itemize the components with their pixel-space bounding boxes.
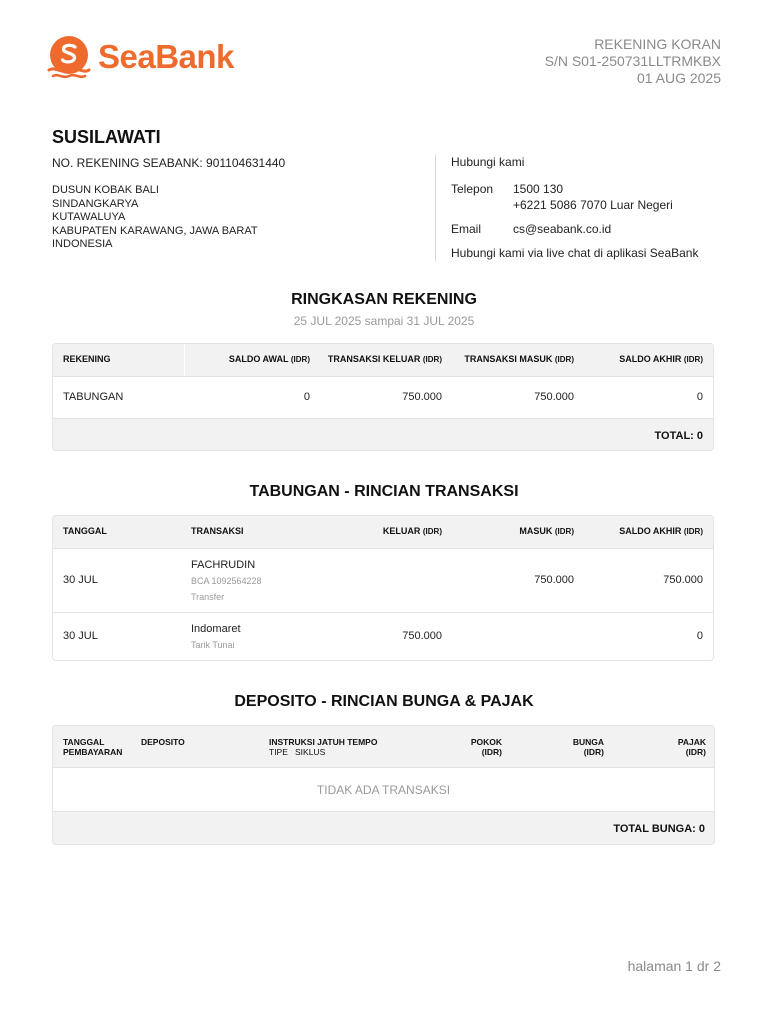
email-label: Email	[451, 222, 482, 236]
seabank-logo-icon	[46, 34, 92, 80]
header-incoming	[442, 354, 574, 364]
cell-account: TABUNGAN	[63, 391, 124, 403]
header-interest	[543, 737, 604, 757]
document-type: REKENING KORAN	[594, 36, 721, 52]
document-meta	[545, 36, 721, 87]
cell-transaction-type: Transfer	[191, 592, 225, 602]
account-number: NO. REKENING SEABANK: 901104631440	[52, 156, 286, 170]
contact-live-chat: Hubungi kami via live chat di aplikasi SeaBank	[451, 246, 699, 260]
header-deposit: DEPOSITO	[141, 737, 185, 747]
savings-table-header	[53, 516, 713, 548]
deposit-table	[52, 725, 715, 845]
vertical-divider	[435, 155, 436, 261]
header-maturity-instruction	[269, 737, 377, 757]
header-type: TIPE	[269, 747, 288, 757]
header-unit: (IDR)	[422, 355, 442, 364]
header-balance	[574, 526, 703, 536]
cell-transaction-name: FACHRUDIN	[191, 559, 256, 571]
deposit-total: TOTAL BUNGA: 0	[613, 823, 705, 835]
deposit-title: DEPOSITO - RINCIAN BUNGA & PAJAK	[234, 693, 534, 710]
header-unit: (IDR)	[290, 355, 310, 364]
header-account: REKENING	[63, 354, 111, 364]
cell-opening-balance: 0	[303, 391, 310, 403]
cell-closing-balance: 0	[696, 391, 703, 403]
brand-name: SeaBank	[98, 38, 234, 75]
header-principal	[441, 737, 502, 757]
header-label: KELUAR	[382, 526, 421, 536]
summary-period: 25 JUL 2025 sampai 31 JUL 2025	[293, 314, 475, 328]
empty-state-message: TIDAK ADA TRANSAKSI	[316, 783, 451, 797]
header-label: PEMBAYARAN	[63, 747, 123, 757]
header-unit: (IDR)	[583, 747, 604, 757]
header-date: TANGGAL	[63, 526, 107, 536]
table-row	[53, 612, 713, 660]
cell-date: 30 JUL	[63, 630, 98, 642]
header-tax	[645, 737, 706, 757]
cell-incoming: 750.000	[534, 391, 574, 403]
summary-table-header	[53, 344, 713, 376]
cell-transaction-type: Tarik Tunai	[191, 640, 235, 650]
cell-balance: 750.000	[663, 574, 703, 586]
header-unit: (IDR)	[685, 747, 706, 757]
cell-out: 750.000	[402, 630, 442, 642]
holder-address	[52, 184, 258, 252]
header-label: TRANSAKSI MASUK	[464, 354, 553, 364]
header-label: TANGGAL	[63, 737, 105, 747]
header-label: INSTRUKSI JATUH TEMPO	[269, 737, 378, 747]
account-holder-name: SUSILAWATI	[52, 127, 161, 147]
summary-total-row	[53, 418, 713, 450]
table-row	[53, 548, 713, 612]
savings-title: TABUNGAN - RINCIAN TRANSAKSI	[249, 483, 519, 500]
header-label: BUNGA	[572, 737, 604, 747]
address-line: INDONESIA	[52, 238, 113, 250]
header-opening-balance	[184, 354, 310, 364]
address-line: SINDANGKARYA	[52, 197, 139, 210]
page-indicator: halaman 1 dr 2	[627, 958, 721, 974]
summary-title: RINGKASAN REKENING	[291, 291, 477, 308]
header-label: SALDO AKHIR	[619, 354, 682, 364]
contact-heading: Hubungi kami	[451, 155, 525, 169]
deposit-total-row	[53, 811, 714, 844]
cell-balance: 0	[696, 630, 703, 642]
header-unit: (IDR)	[554, 527, 574, 536]
header-label: MASUK	[519, 526, 553, 536]
header-unit: (IDR)	[554, 355, 574, 364]
cell-transaction-name: Indomaret	[191, 623, 241, 635]
address-line: KABUPATEN KARAWANG, JAWA BARAT	[52, 224, 258, 237]
summary-table	[52, 343, 714, 451]
header-transaction: TRANSAKSI	[191, 526, 244, 536]
deposit-table-header	[53, 726, 714, 767]
header-label: TRANSAKSI KELUAR	[327, 354, 421, 364]
header-label: PAJAK	[677, 737, 706, 747]
cell-outgoing: 750.000	[402, 391, 442, 403]
header-label: POKOK	[470, 737, 502, 747]
empty-row	[53, 767, 714, 811]
email-link[interactable]: cs@seabank.co.id	[513, 222, 612, 236]
seabank-logo	[46, 34, 234, 80]
summary-total: TOTAL: 0	[654, 430, 703, 442]
table-row	[53, 376, 713, 418]
header-label: SALDO AWAL	[228, 354, 289, 364]
header-closing-balance	[574, 354, 703, 364]
savings-table	[52, 515, 714, 661]
document-serial: S/N S01-250731LLTRMKBX	[544, 53, 721, 69]
address-line: DUSUN KOBAK BALI	[52, 184, 159, 196]
document-date: 01 AUG 2025	[636, 70, 721, 86]
header-out	[333, 526, 442, 536]
header-outgoing	[310, 354, 442, 364]
cell-in: 750.000	[534, 574, 574, 586]
header-unit: (IDR)	[683, 355, 703, 364]
header-unit: (IDR)	[422, 527, 442, 536]
cell-date: 30 JUL	[63, 574, 98, 586]
phone-number-international[interactable]: +6221 5086 7070 Luar Negeri	[513, 198, 673, 212]
header-label: SALDO AKHIR	[619, 526, 682, 536]
header-sub-labels	[269, 747, 377, 757]
header-unit: (IDR)	[481, 747, 502, 757]
header-in	[442, 526, 574, 536]
phone-number-local[interactable]: 1500 130	[513, 182, 564, 196]
header-cycle: SIKLUS	[295, 747, 326, 757]
phone-label: Telepon	[451, 182, 494, 196]
cell-transaction-detail: BCA 1092564228	[191, 576, 262, 586]
header-payment-date	[63, 737, 122, 757]
address-line: KUTAWALUYA	[52, 211, 126, 223]
header-unit: (IDR)	[683, 527, 703, 536]
